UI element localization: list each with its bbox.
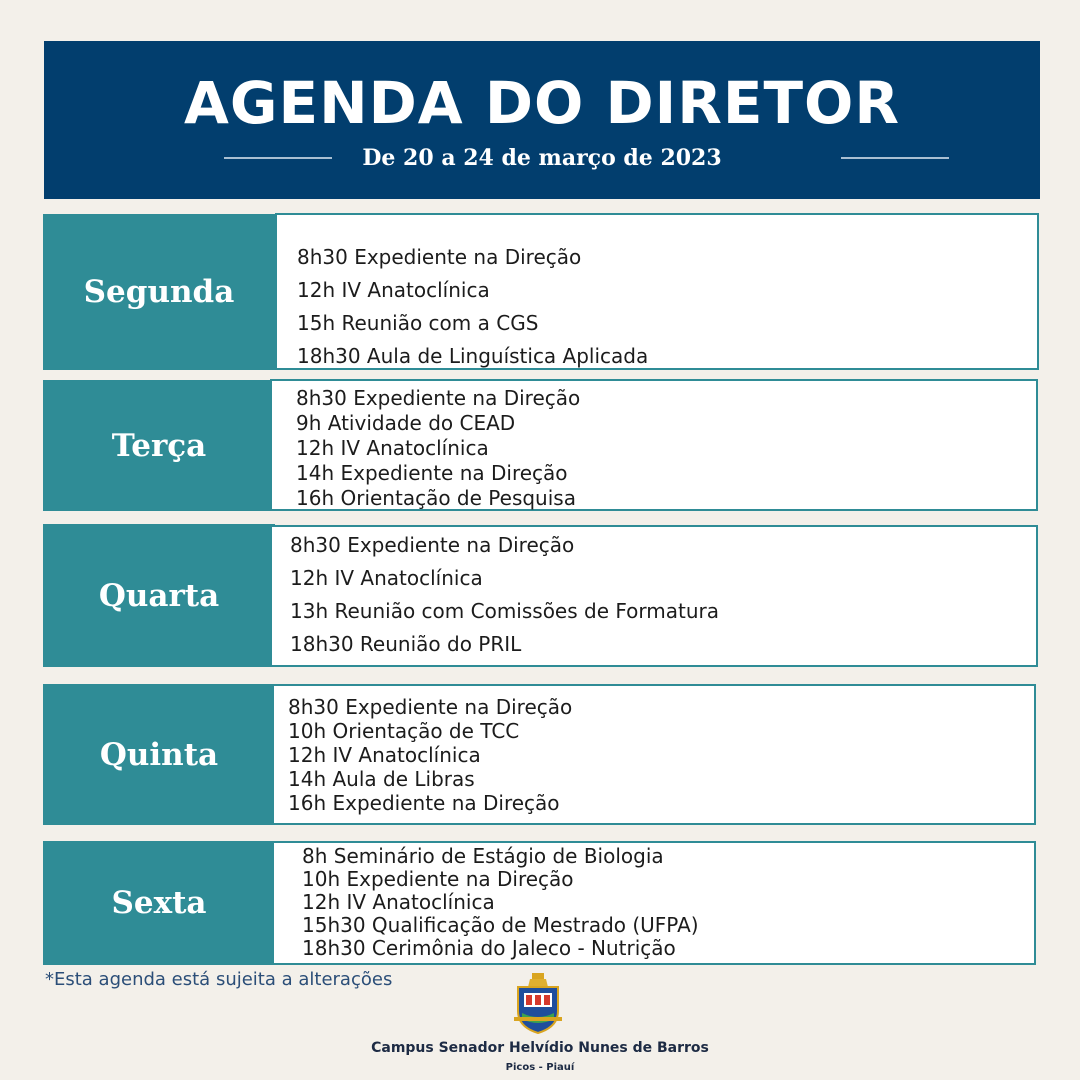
list-item: 8h30 Expediente na Direção xyxy=(297,245,582,269)
day-box-segunda xyxy=(275,213,1039,370)
day-label-quinta: Quinta xyxy=(43,684,275,825)
list-item: 8h30 Expediente na Direção xyxy=(288,695,573,719)
list-item: 12h IV Anatoclínica xyxy=(302,890,495,914)
event-list-segunda xyxy=(297,241,648,373)
list-item: 8h Seminário de Estágio de Biologia xyxy=(302,844,664,868)
day-label-sexta: Sexta xyxy=(43,841,275,965)
list-item: 14h Expediente na Direção xyxy=(296,461,568,485)
day-label-segunda: Segunda xyxy=(43,214,275,370)
list-item: 13h Reunião com Comissões de Formatura xyxy=(290,599,720,623)
page-title: AGENDA DO DIRETOR xyxy=(183,69,901,137)
day-box-quinta xyxy=(272,684,1036,825)
subtitle-rule-right xyxy=(841,157,949,159)
list-item: 16h Expediente na Direção xyxy=(288,791,560,815)
list-item: 12h IV Anatoclínica xyxy=(290,566,483,590)
day-label-terca: Terça xyxy=(43,380,275,511)
list-item: 18h30 Aula de Linguística Aplicada xyxy=(297,344,649,368)
event-list-sexta xyxy=(302,845,699,960)
event-list-quinta xyxy=(288,695,572,815)
list-item: 16h Orientação de Pesquisa xyxy=(296,486,576,510)
event-list-quarta xyxy=(290,529,719,661)
list-item: 15h Reunião com a CGS xyxy=(297,311,539,335)
day-box-terca xyxy=(270,379,1038,511)
list-item: 10h Expediente na Direção xyxy=(302,867,574,891)
list-item: 10h Orientação de TCC xyxy=(288,719,520,743)
day-label-quarta: Quarta xyxy=(43,524,275,667)
list-item: 9h Atividade do CEAD xyxy=(296,411,516,435)
header-banner xyxy=(44,41,1040,199)
list-item: 12h IV Anatoclínica xyxy=(296,436,489,460)
list-item: 8h30 Expediente na Direção xyxy=(290,533,575,557)
list-item: 8h30 Expediente na Direção xyxy=(296,386,581,410)
date-range: De 20 a 24 de março de 2023 xyxy=(362,145,722,171)
list-item: 18h30 Cerimônia do Jaleco - Nutrição xyxy=(302,936,676,960)
day-box-quarta xyxy=(270,525,1038,667)
list-item: 12h IV Anatoclínica xyxy=(288,743,481,767)
campus-location: Picos - Piauí xyxy=(505,1062,575,1073)
event-list-terca xyxy=(296,386,580,511)
list-item: 15h30 Qualificação de Mestrado (UFPA) xyxy=(302,913,699,937)
list-item: 14h Aula de Libras xyxy=(288,767,475,791)
list-item: 18h30 Reunião do PRIL xyxy=(290,632,522,656)
campus-name: Campus Senador Helvídio Nunes de Barros xyxy=(371,1040,709,1056)
university-crest-icon xyxy=(510,971,566,1035)
day-box-sexta xyxy=(272,841,1036,965)
disclaimer-note: *Esta agenda está sujeita a alterações xyxy=(45,969,393,990)
list-item: 12h IV Anatoclínica xyxy=(297,278,490,302)
